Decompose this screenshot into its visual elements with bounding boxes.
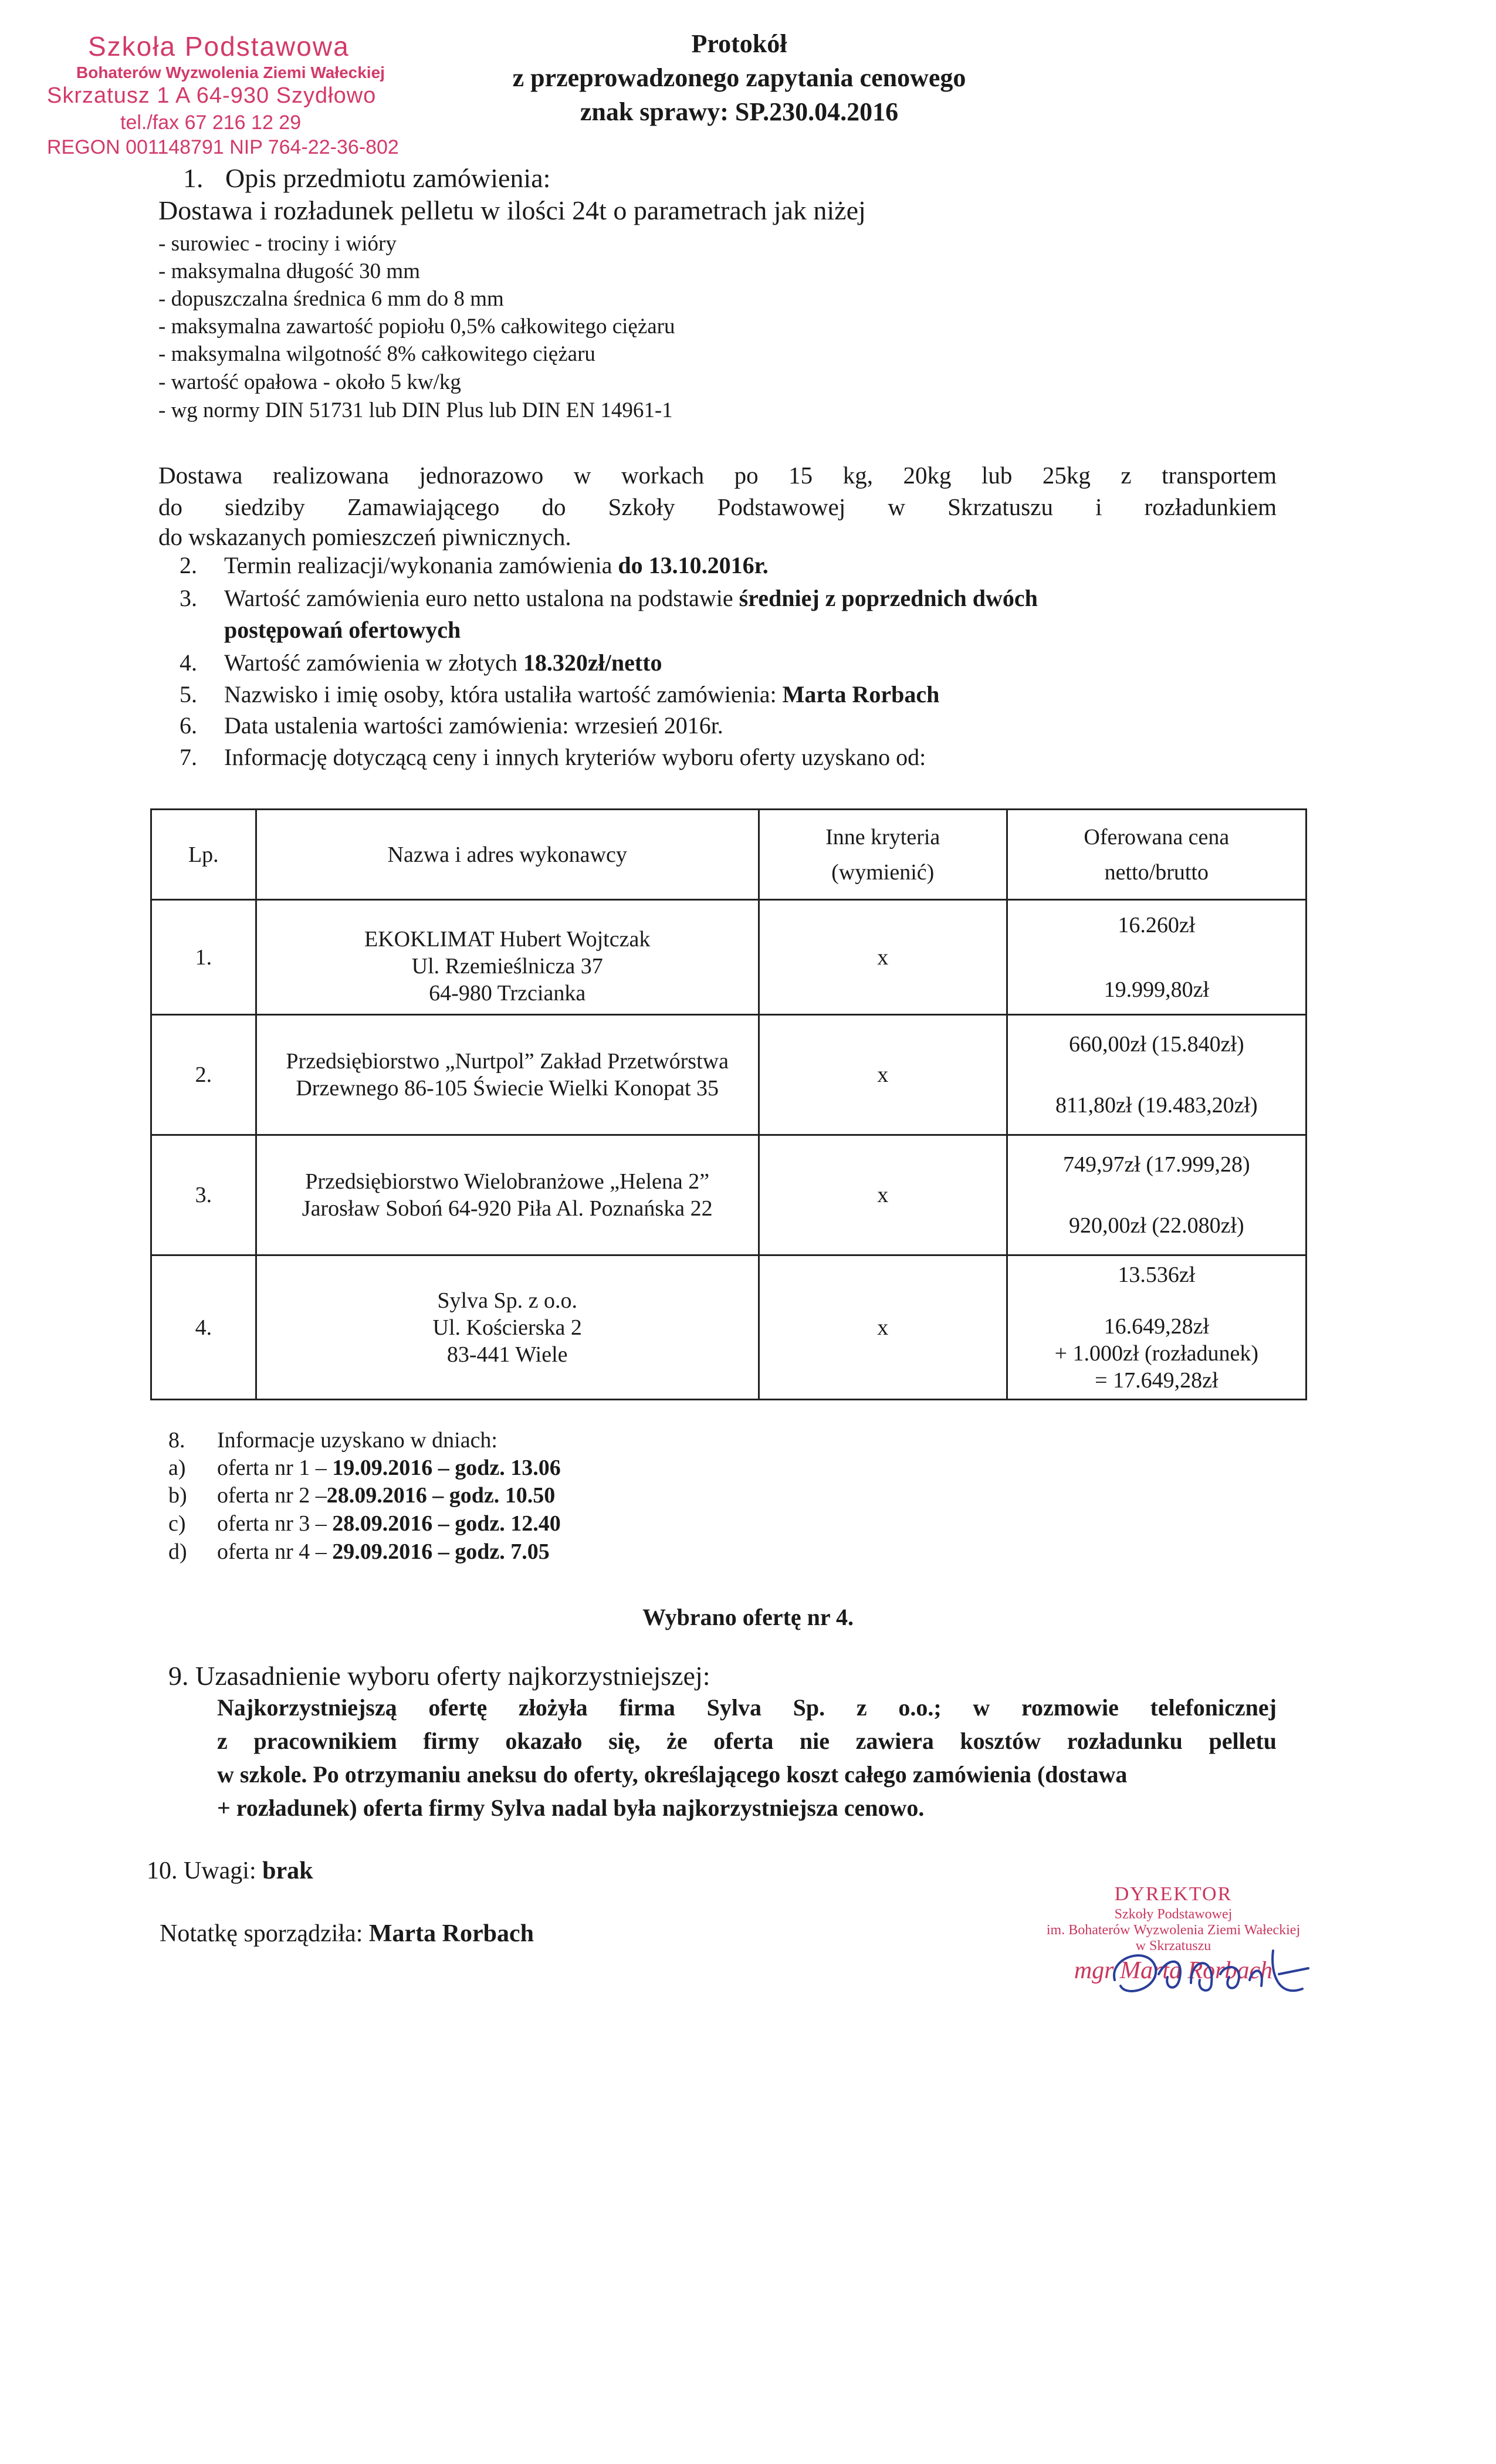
spec-item: - maksymalna długość 30 mm	[158, 259, 420, 283]
director-school: Szkoły Podstawowej	[1114, 1907, 1233, 1922]
spec-item: - maksymalna zawartość popiołu 0,5% całkowitego ciężaru	[158, 314, 675, 339]
date-list-letter: c)	[168, 1511, 186, 1536]
spec-item: - maksymalna wilgotność 8% całkowitego ciężaru	[158, 342, 595, 366]
stamp-line-1: Szkoła Podstawowa	[88, 31, 350, 62]
row-price: 749,97zł (17.999,28) 920,00zł (22.080zł)	[1007, 1135, 1306, 1255]
item-4: Wartość zamówienia w złotych 18.320zł/netto	[224, 649, 662, 676]
date-list-letter: d)	[168, 1539, 187, 1564]
section-1-number: 1.	[183, 163, 204, 193]
table-row	[151, 1255, 1307, 1400]
director-school-location: w Skrzatuszu	[1135, 1938, 1211, 1954]
row-criteria: x	[759, 1135, 1007, 1255]
section-1-lead: Dostawa i rozładunek pelletu w ilości 24t o parametrach jak niżej	[158, 195, 866, 225]
date-list-item: oferta nr 2 –28.09.2016 – godz. 10.50	[217, 1483, 556, 1508]
date-list-item: oferta nr 1 – 19.09.2016 – godz. 13.06	[217, 1456, 561, 1480]
delivery-line-2: do siedziby Zamawiającego do Szkoły Podstawowej w Skrzatuszu i rozładunkiem	[158, 493, 1277, 520]
remarks: 10. Uwagi: brak	[147, 1857, 313, 1884]
date-list-item: oferta nr 4 – 29.09.2016 – godz. 7.05	[217, 1539, 550, 1564]
delivery-line-3: do wskazanych pomieszczeń piwnicznych.	[158, 523, 571, 550]
item-7-number: 7.	[180, 744, 197, 770]
section-1-heading: Opis przedmiotu zamówienia:	[225, 163, 551, 193]
justification-line-1: Najkorzystniejszą ofertę złożyła firma Sylva Sp. z o.o.; w rozmowie telefonicznej	[217, 1694, 1277, 1721]
row-lp: 4.	[151, 1255, 256, 1400]
header-criteria: Inne kryteria (wymienić)	[759, 810, 1007, 900]
director-school-patron: im. Bohaterów Wyzwolenia Ziemi Wałeckiej	[1046, 1923, 1301, 1938]
row-price: 660,00zł (15.840zł) 811,80zł (19.483,20zł)	[1007, 1015, 1306, 1135]
stamp-line-5: REGON 001148791 NIP 764-22-36-802	[47, 136, 399, 158]
row-lp: 1.	[151, 900, 256, 1015]
header-lp: Lp.	[151, 810, 256, 900]
item-5-number: 5.	[180, 681, 197, 708]
case-number: znak sprawy: SP.230.04.2016	[580, 97, 899, 126]
item-3: Wartość zamówienia euro netto ustalona na podstawie średniej z poprzednich dwóch	[224, 585, 1038, 611]
delivery-line-1: Dostawa realizowana jednorazowo w workach po 15 kg, 20kg lub 25kg z transportem	[158, 462, 1277, 489]
document-title: Protokół	[691, 29, 787, 58]
stamp-line-4: tel./fax 67 216 12 29	[120, 111, 302, 134]
row-criteria: x	[759, 1255, 1007, 1400]
justification-line-4: + rozładunek) oferta firmy Sylva nadal była najkorzystniejsza cenowo.	[217, 1795, 925, 1821]
date-list-item: oferta nr 3 – 28.09.2016 – godz. 12.40	[217, 1511, 561, 1536]
stamp-line-3: Skrzatusz 1 A 64-930 Szydłowo	[47, 83, 377, 108]
section-8-heading: Informacje uzyskano w dniach:	[217, 1428, 497, 1453]
director-title: DYREKTOR	[1114, 1883, 1233, 1905]
stamp-line-2: Bohaterów Wyzwolenia Ziemi Wałeckiej	[76, 63, 385, 82]
chosen-offer: Wybrano ofertę nr 4.	[642, 1604, 854, 1630]
item-5: Nazwisko i imię osoby, która ustaliła wartość zamówienia: Marta Rorbach	[224, 681, 940, 708]
spec-item: - surowiec - trociny i wióry	[158, 232, 397, 256]
row-contractor: Sylva Sp. z o.o. Ul. Kościerska 2 83-441 Wiele	[256, 1255, 759, 1400]
table-row	[151, 900, 1307, 1015]
item-4-number: 4.	[180, 649, 197, 676]
spec-item: - wg normy DIN 51731 lub DIN Plus lub DIN EN 14961-1	[158, 398, 673, 422]
justification-line-2: z pracownikiem firmy okazało się, że oferta nie zawiera kosztów rozładunku pelletu	[217, 1728, 1277, 1754]
document-header	[446, 27, 1033, 129]
row-lp: 2.	[151, 1015, 256, 1135]
table-row	[151, 1135, 1307, 1255]
row-contractor: Przedsiębiorstwo „Nurtpol” Zakład Przetwórstwa Drzewnego 86-105 Świecie Wielki Konopat 35	[256, 1015, 759, 1135]
date-list-letter: a)	[168, 1456, 186, 1480]
prepared-by: Notatkę sporządziła: Marta Rorbach	[160, 1920, 534, 1947]
offers-table	[150, 808, 1307, 1400]
section-9-heading: 9. Uzasadnienie wyboru oferty najkorzystniejszej:	[168, 1661, 710, 1691]
director-name: mgr Marta Rorbach	[1074, 1957, 1273, 1984]
row-price: 16.260zł 19.999,80zł	[1007, 900, 1306, 1015]
header-name: Nazwa i adres wykonawcy	[256, 810, 759, 900]
item-3-number: 3.	[180, 585, 197, 611]
document-subtitle: z przeprowadzonego zapytania cenowego	[512, 63, 966, 92]
row-price: 13.536zł 16.649,28zł + 1.000zł (rozładunek) = 17.649,28zł	[1007, 1255, 1306, 1400]
section-8-number: 8.	[168, 1428, 185, 1453]
row-contractor: EKOKLIMAT Hubert Wojtczak Ul. Rzemieślnicza 37 64-980 Trzcianka	[256, 900, 759, 1015]
item-2-number: 2.	[180, 552, 197, 578]
row-criteria: x	[759, 900, 1007, 1015]
handwritten-signature	[1103, 1933, 1314, 2015]
spec-item: - dopuszczalna średnica 6 mm do 8 mm	[158, 287, 504, 311]
item-3-continued: postępowań ofertowych	[224, 617, 461, 643]
justification-line-3: w szkole. Po otrzymaniu aneksu do oferty, określającego koszt całego zamówienia (dostawa	[217, 1761, 1128, 1788]
header-price: Oferowana cena netto/brutto	[1007, 810, 1306, 900]
row-lp: 3.	[151, 1135, 256, 1255]
table-row	[151, 1015, 1307, 1135]
item-6-number: 6.	[180, 712, 197, 739]
item-6: Data ustalenia wartości zamówienia: wrzesień 2016r.	[224, 712, 723, 739]
date-list-letter: b)	[168, 1483, 187, 1508]
item-7: Informację dotyczącą ceny i innych kryteriów wyboru oferty uzyskano od:	[224, 744, 926, 770]
row-contractor: Przedsiębiorstwo Wielobranżowe „Helena 2” Jarosław Soboń 64-920 Piła Al. Poznańska 22	[256, 1135, 759, 1255]
item-2: Termin realizacji/wykonania zamówienia do 13.10.2016r.	[224, 552, 769, 578]
row-criteria: x	[759, 1015, 1007, 1135]
spec-item: - wartość opałowa - około 5 kw/kg	[158, 370, 461, 394]
table-header-row	[151, 810, 1307, 900]
